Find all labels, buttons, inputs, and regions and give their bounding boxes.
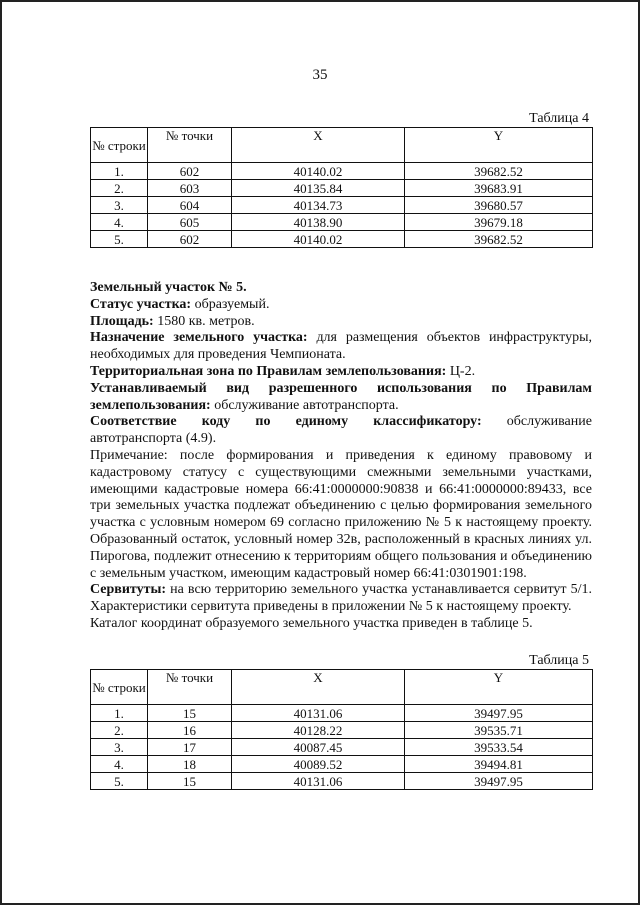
cell-point: 604: [148, 197, 232, 214]
cell-x: 40131.06: [232, 705, 405, 722]
servitude-paragraph: Сервитуты: на всю территорию земельного участка устанавливается сервитут 5/1. Характеристики сервитута приведены в приложении № 5 к настоящему проекту.: [90, 582, 592, 615]
cell-point: 17: [148, 739, 232, 756]
cell-x: 40140.02: [232, 163, 405, 180]
catalog-line: Каталог координат образуемого земельного участка приведен в таблице 5.: [90, 615, 533, 631]
cell-x: 40087.45: [232, 739, 405, 756]
purpose-paragraph: Назначение земельного участка: для размещения объектов инфраструктуры, необходимых для проведения Чемпионата.: [90, 330, 592, 363]
code-value-line: автотранспорта (4.9).: [90, 431, 217, 447]
cell-row-number: 2.: [91, 722, 148, 739]
table-row: [91, 756, 593, 773]
cell-y: 39682.52: [405, 231, 593, 248]
table-row: [91, 705, 593, 722]
header-x: X: [232, 128, 405, 163]
cell-point: 605: [148, 214, 232, 231]
page-number: 35: [312, 67, 328, 83]
cell-y: 39494.81: [405, 756, 593, 773]
cell-row-number: 5.: [91, 231, 148, 248]
header-row-number: № строки: [91, 128, 148, 163]
cell-y: 39682.52: [405, 163, 593, 180]
cell-point: 15: [148, 705, 232, 722]
plot-description: [90, 280, 592, 633]
cell-row-number: 3.: [91, 197, 148, 214]
cell-x: 40138.90: [232, 214, 405, 231]
table-row: [91, 197, 593, 214]
cell-y: 39683.91: [405, 180, 593, 197]
header-x: X: [232, 670, 405, 705]
cell-point: 18: [148, 756, 232, 773]
table-4-caption: Таблица 4: [529, 111, 589, 126]
area-line: Площадь: 1580 кв. метров.: [90, 313, 255, 329]
cell-row-number: 1.: [91, 163, 148, 180]
cell-y: 39680.57: [405, 197, 593, 214]
cell-row-number: 1.: [91, 705, 148, 722]
cell-row-number: 4.: [91, 214, 148, 231]
cell-y: 39679.18: [405, 214, 593, 231]
cell-row-number: 3.: [91, 739, 148, 756]
use-label-line: Устанавливаемый вид разрешенного использования по Правилам: [90, 380, 592, 396]
table-header-row: [91, 670, 593, 705]
code-label-line: Соответствие коду по единому классификатору: обслуживание: [90, 414, 592, 430]
cell-x: 40140.02: [232, 231, 405, 248]
table-row: [91, 231, 593, 248]
cell-x: 40131.06: [232, 773, 405, 790]
header-row-number: № строки: [91, 670, 148, 705]
table-row: [91, 739, 593, 756]
header-point-number: № точки: [148, 670, 232, 705]
cell-point: 602: [148, 231, 232, 248]
cell-y: 39497.95: [405, 773, 593, 790]
table-header-row: [91, 128, 593, 163]
table-5-caption: Таблица 5: [529, 653, 589, 668]
plot-title: Земельный участок № 5.: [90, 280, 247, 295]
cell-y: 39533.54: [405, 739, 593, 756]
cell-x: 40135.84: [232, 180, 405, 197]
table-row: [91, 214, 593, 231]
header-y: Y: [405, 128, 593, 163]
cell-point: 603: [148, 180, 232, 197]
table-row: [91, 180, 593, 197]
cell-x: 40089.52: [232, 756, 405, 773]
table-row: [91, 773, 593, 790]
cell-point: 16: [148, 722, 232, 739]
table-row: [91, 163, 593, 180]
cell-point: 15: [148, 773, 232, 790]
cell-row-number: 4.: [91, 756, 148, 773]
cell-y: 39535.71: [405, 722, 593, 739]
cell-row-number: 5.: [91, 773, 148, 790]
coordinates-table-5: [90, 669, 593, 790]
cell-row-number: 2.: [91, 180, 148, 197]
use-value-line: землепользования: обслуживание автотранспорта.: [90, 397, 399, 413]
header-point-number: № точки: [148, 128, 232, 163]
cell-x: 40128.22: [232, 722, 405, 739]
coordinates-table-4: [90, 127, 593, 248]
note-paragraph: Примечание: после формирования и приведения к единому правовому и кадастровому статусу с существующими смежными земельными участками, имеющими кадастровые номера 66:41:0000000:90838 и 66:41:0000000:89433, все три земельных участка подлежат объединению с целью формирования земельного участка с условным номером 69 согласно приложению № 5 к настоящему проекту. Образованный остаток, условный номер 32в, расположенный в красных линиях ул. Пирогова, подлежит отнесению к территориям общего пользования и объединению с земельным участком, имеющим кадастровый номер 66:41:0301901:198.: [90, 447, 592, 581]
cell-x: 40134.73: [232, 197, 405, 214]
status-line: Статус участка: образуемый.: [90, 296, 270, 312]
cell-y: 39497.95: [405, 705, 593, 722]
zone-line: Территориальная зона по Правилам землепользования: Ц-2.: [90, 363, 476, 379]
header-y: Y: [405, 670, 593, 705]
table-row: [91, 722, 593, 739]
cell-point: 602: [148, 163, 232, 180]
